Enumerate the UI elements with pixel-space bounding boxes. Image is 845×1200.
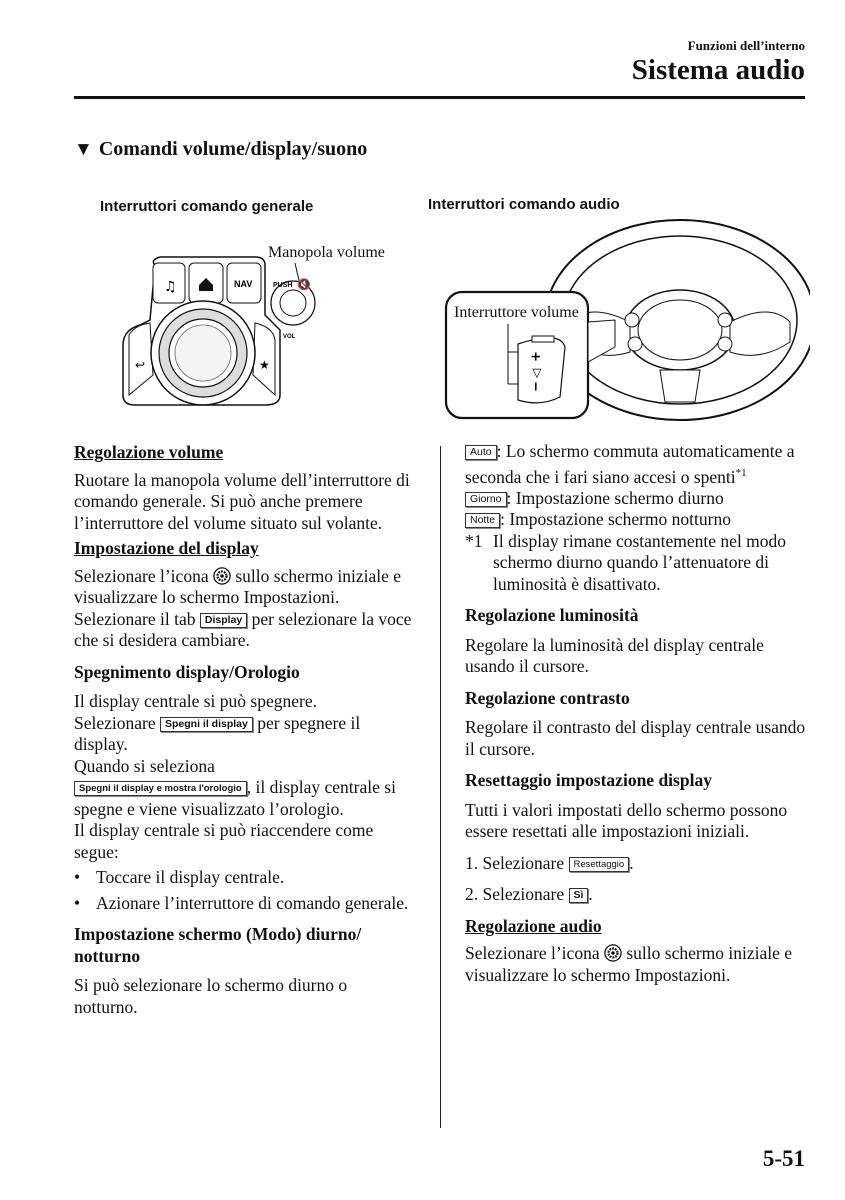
- section-heading: [74, 138, 367, 161]
- day-mode-text: [465, 488, 810, 510]
- settings-gear-icon: [213, 567, 231, 585]
- auto-mode-text: [465, 441, 810, 488]
- display-off-line2b: per spegnere il display.: [74, 712, 361, 754]
- column-divider: [440, 446, 441, 1128]
- day-night-text: Si può selezionare lo schermo diurno o notturno.: [74, 975, 348, 1017]
- display-off-line3: Quando si seleziona: [74, 755, 215, 776]
- footnote-ref: *1: [735, 466, 747, 479]
- footnote-mark: *1: [465, 530, 483, 551]
- display-off-text: [74, 691, 414, 863]
- bullet-text: Azionare l’interruttore di comando generale.: [96, 892, 409, 913]
- commander-switch-figure: [115, 235, 420, 435]
- audio-text-a: Selezionare l’icona: [465, 943, 600, 964]
- display-text-a: Selezionare l’icona: [74, 565, 209, 586]
- display-off-line5: Il display centrale si può riaccendere come segue:: [74, 820, 374, 862]
- nav-label: NAV: [234, 279, 253, 289]
- night-description: : Impostazione schermo notturno: [500, 509, 731, 530]
- night-mode-text: [465, 509, 810, 531]
- bullet-text: Toccare il display centrale.: [96, 867, 285, 887]
- brightness-heading: Regolazione luminosità: [465, 605, 639, 626]
- audio-text-b: sullo schermo iniziale e visualizzare lo schermo Impostazioni.: [465, 943, 793, 985]
- push-label: PUSH: [273, 282, 293, 289]
- display-text-b: sullo schermo iniziale e visualizzare lo schermo Impostazioni.: [74, 565, 402, 607]
- plus-symbol: +: [529, 351, 544, 362]
- left-column: [74, 442, 414, 1018]
- right-column: [465, 441, 810, 986]
- steering-wheel-figure: [440, 212, 810, 424]
- section-marker: ▼: [74, 139, 93, 160]
- display-text-c: Selezionare il tab: [74, 608, 196, 629]
- star-icon: ★: [259, 358, 270, 372]
- reset-heading: Resettaggio impostazione display: [465, 770, 712, 791]
- display-off-line1: Il display centrale si può spegnere.: [74, 691, 317, 711]
- list-item: • Toccare il display centrale.: [74, 867, 285, 887]
- day-description: : Impostazione schermo diurno: [506, 487, 724, 508]
- figure-left-label: Interruttori comando generale: [100, 198, 314, 215]
- section-title: Comandi volume/display/suono: [98, 138, 368, 160]
- display-off-button: Spegni il display: [160, 717, 253, 732]
- display-setting-heading: Impostazione del display: [74, 538, 259, 558]
- audio-adjust-heading: Regolazione audio: [465, 915, 602, 936]
- chapter-title: Funzioni dell’interno: [687, 38, 805, 53]
- day-night-heading: Impostazione schermo (Modo) diurno/ notturno: [74, 924, 362, 966]
- volume-knob-callout: Manopola volume: [268, 244, 385, 261]
- back-arrow-icon: ↩: [135, 358, 146, 372]
- vol-label: VOL: [283, 334, 296, 340]
- auto-description: : Lo schermo commuta automaticamente a seconda che i fari siano accesi o spenti: [465, 441, 795, 487]
- contrast-heading: Regolazione contrasto: [465, 687, 630, 708]
- yes-button: Sì: [569, 888, 589, 903]
- minus-symbol: −: [529, 381, 544, 392]
- volume-switch-callout: Interruttore volume: [454, 304, 579, 321]
- volume-adjust-heading: Regolazione volume: [74, 442, 224, 462]
- figure-right-label: Interruttori comando audio: [428, 196, 620, 213]
- auto-button: Auto: [465, 445, 497, 460]
- day-button: Giorno: [465, 492, 507, 507]
- display-off-clock-button: Spegni il display e mostra l'orologio: [74, 781, 247, 796]
- reset-step-2: 2. Selezionare Sì .: [465, 884, 593, 905]
- footnote-text: Il display rimane costantemente nel modo schermo diurno quando l’attenuatore di luminosità è disattivato.: [493, 530, 787, 594]
- display-off-line4: , il display centrale si spegne e viene visualizzato l’orologio.: [74, 777, 396, 819]
- display-off-heading: Spegnimento display/Orologio: [74, 661, 300, 682]
- reset-text: Tutti i valori impostati dello schermo possono essere resettati alle impostazioni iniziali.: [465, 799, 788, 842]
- page-title: Sistema audio: [631, 54, 805, 86]
- brightness-text: Regolare la luminosità del display centrale usando il cursore.: [465, 634, 764, 677]
- contrast-text: Regolare il contrasto del display centrale usando il cursore.: [465, 717, 806, 759]
- step-text: Selezionare: [482, 852, 565, 873]
- speaker-icon: ◁: [529, 368, 543, 378]
- mute-icon: 🔇: [297, 278, 311, 291]
- display-setting-text: [74, 566, 414, 652]
- footnote: [465, 531, 810, 596]
- header-rule: [74, 96, 805, 99]
- reset-step-1: 1. Selezionare Resettaggio .: [465, 852, 634, 873]
- step-text: Selezionare: [482, 884, 565, 905]
- page-number: 5-51: [762, 1146, 805, 1171]
- night-button: Notte: [465, 513, 500, 528]
- audio-adjust-text: [465, 943, 810, 986]
- display-off-line2a: Selezionare: [74, 712, 156, 733]
- display-text-d: per selezionare la voce che si desidera cambiare.: [74, 608, 412, 650]
- step-number: 1.: [465, 852, 479, 873]
- volume-adjust-text: Ruotare la manopola volume dell’interruttore di comando generale. Si può anche premere l’interruttore del volume situato sul volante.: [74, 469, 410, 533]
- reset-button: Resettaggio: [569, 857, 630, 872]
- list-item: • Azionare l’interruttore di comando generale.: [74, 892, 409, 913]
- step-number: 2.: [465, 884, 479, 905]
- music-note-icon: ♫: [164, 279, 177, 295]
- display-tab-button: Display: [200, 613, 247, 628]
- settings-gear-icon: [604, 944, 622, 962]
